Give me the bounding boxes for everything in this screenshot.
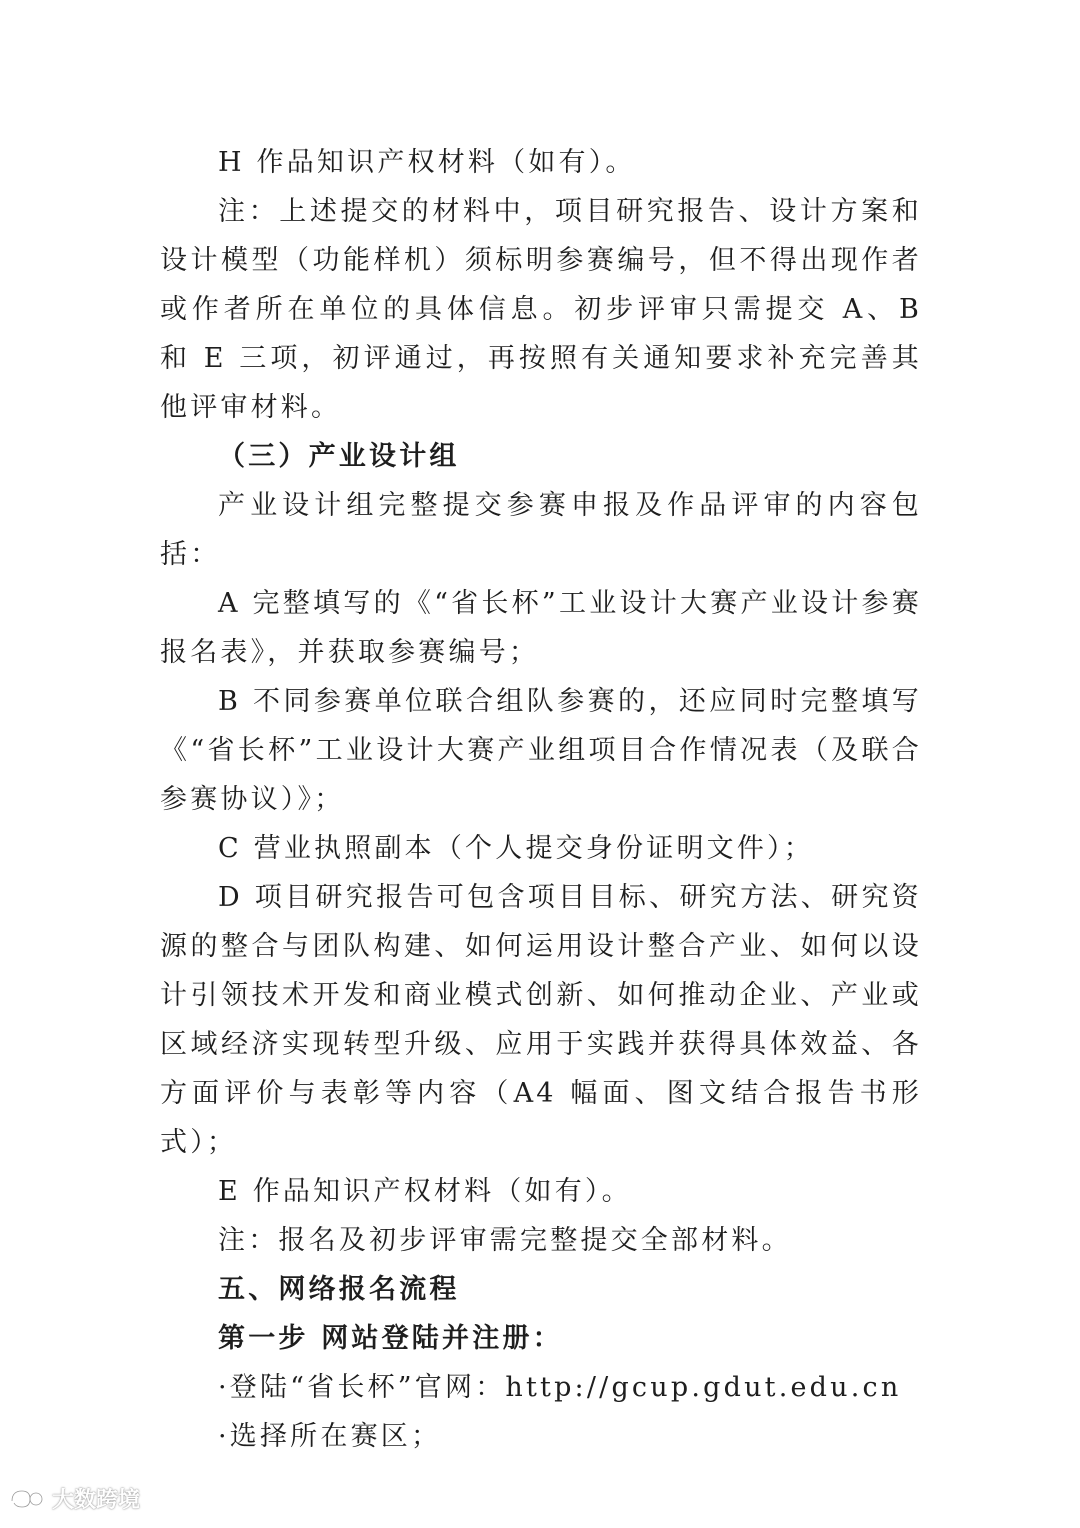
- bullet-select-region: ·选择所在赛区；: [218, 1421, 442, 1452]
- paragraph-item-e: E 作品知识产权材料（如有）。: [218, 1176, 632, 1207]
- paragraph-industry-intro: 产业设计组完整提交参赛申报及作品评审的内容包括：: [160, 490, 922, 570]
- brand-logo-icon: [8, 1487, 48, 1511]
- watermark-text: 大数跨境: [52, 1488, 141, 1513]
- paragraph-h-ip-materials: H 作品知识产权材料（如有）。: [218, 147, 636, 178]
- paragraph-item-b: B 不同参赛单位联合组队参赛的，还应同时完整填写《“省长杯”工业设计大赛产业组项目合作情况表（及联合参赛协议）》；: [160, 686, 922, 815]
- section-heading-industry-design: （三）产业设计组: [218, 441, 460, 472]
- section-heading-registration: 五、网络报名流程: [218, 1274, 460, 1305]
- step-one-heading: 第一步 网站登陆并注册：: [218, 1323, 563, 1354]
- paragraph-item-a: A 完整填写的《“省长杯”工业设计大赛产业设计参赛报名表》，并获取参赛编号；: [160, 588, 922, 668]
- watermark: [8, 1483, 140, 1514]
- bullet-website: ·登陆“省长杯”官网：http://gcup.gdut.edu.cn: [218, 1372, 902, 1403]
- document-body: [160, 138, 922, 1461]
- paragraph-note-1: 注：上述提交的材料中，项目研究报告、设计方案和设计模型（功能样机）须标明参赛编号，但不得出现作者或作者所在单位的具体信息。初步评审只需提交 A、B 和 E 三项，初评通过，再按照有关通知要求补充完善其他评审材料。: [160, 196, 922, 423]
- paragraph-note-2: 注：报名及初步评审需完整提交全部材料。: [218, 1225, 792, 1256]
- paragraph-item-c: C 营业执照副本（个人提交身份证明文件）；: [218, 833, 814, 864]
- paragraph-item-d: D 项目研究报告可包含项目目标、研究方法、研究资源的整合与团队构建、如何运用设计整合产业、如何以设计引领技术开发和商业模式创新、如何推动企业、产业或区域经济实现转型升级、应用于实践并获得具体效益、各方面评价与表彰等内容（A4 幅面、图文结合报告书形式）；: [160, 882, 922, 1158]
